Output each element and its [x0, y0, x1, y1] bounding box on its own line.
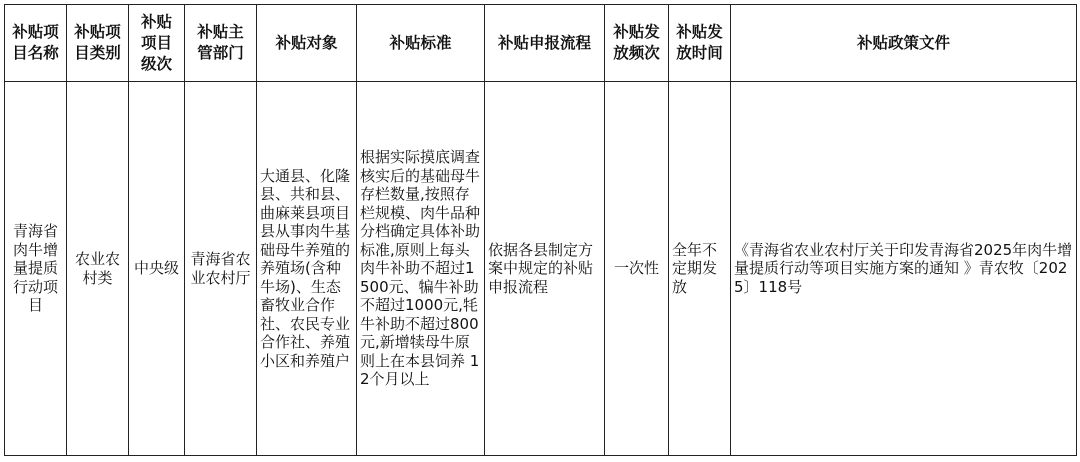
cell-application-process — [485, 82, 605, 456]
frequency-text: 一次性 — [613, 259, 659, 278]
cell-policy-document — [731, 82, 1077, 456]
header-payout-time: 补贴发放时间 — [669, 5, 731, 82]
subsidy-policy-table — [4, 4, 1077, 456]
header-project-level: 补贴项目级次 — [129, 5, 185, 82]
header-standard: 补贴标准 — [357, 5, 485, 82]
cell-project-name — [5, 82, 67, 456]
target-text: 大通县、化隆县、共和县、曲麻莱县项目县从事肉牛基础母牛养殖的养殖场(含种牛场)、生态畜牧业合作社、农民专业合作社、养殖小区和养殖户 — [260, 166, 351, 370]
cell-department — [185, 82, 257, 456]
project-category-text: 农业农村类 — [74, 250, 120, 287]
header-department: 补贴主管部门 — [185, 5, 257, 82]
header-application-process: 补贴申报流程 — [485, 5, 605, 82]
header-row — [5, 5, 1077, 82]
header-target: 补贴对象 — [257, 5, 357, 82]
cell-standard — [357, 82, 485, 456]
header-frequency: 补贴发放频次 — [605, 5, 669, 82]
application-process-text: 依据各县制定方案中规定的补贴申报流程 — [488, 240, 594, 296]
standard-text: 根据实际摸底调查核实后的基础母牛存栏数量,按照存栏规模、肉牛品种分档确定具体补助标准,原则上每头肉牛补助不超过1500元、犏牛补助不超过1000元,牦牛补助不超过800元,新增犊母牛原则上在本县饲养 12个月以上 — [360, 148, 481, 389]
cell-project-category — [67, 82, 129, 456]
header-project-name: 补贴项目名称 — [5, 5, 67, 82]
cell-payout-time — [669, 82, 731, 456]
table-row — [5, 82, 1077, 456]
header-policy-document: 补贴政策文件 — [731, 5, 1077, 82]
cell-target — [257, 82, 357, 456]
project-level-text: 中央级 — [133, 259, 179, 278]
cell-project-level — [129, 82, 185, 456]
project-name-text: 青海省肉牛增量提质行动项目 — [12, 222, 58, 315]
cell-frequency — [605, 82, 669, 456]
header-project-category: 补贴项目类别 — [67, 5, 129, 82]
payout-time-text: 全年不定期发放 — [672, 240, 718, 296]
policy-document-text: 《青海省农业农村厅关于印发青海省2025年肉牛增量提质行动等项目实施方案的通知 》青农牧〔2025〕118号 — [734, 240, 1073, 296]
department-text: 青海省农业农村厅 — [190, 250, 251, 287]
